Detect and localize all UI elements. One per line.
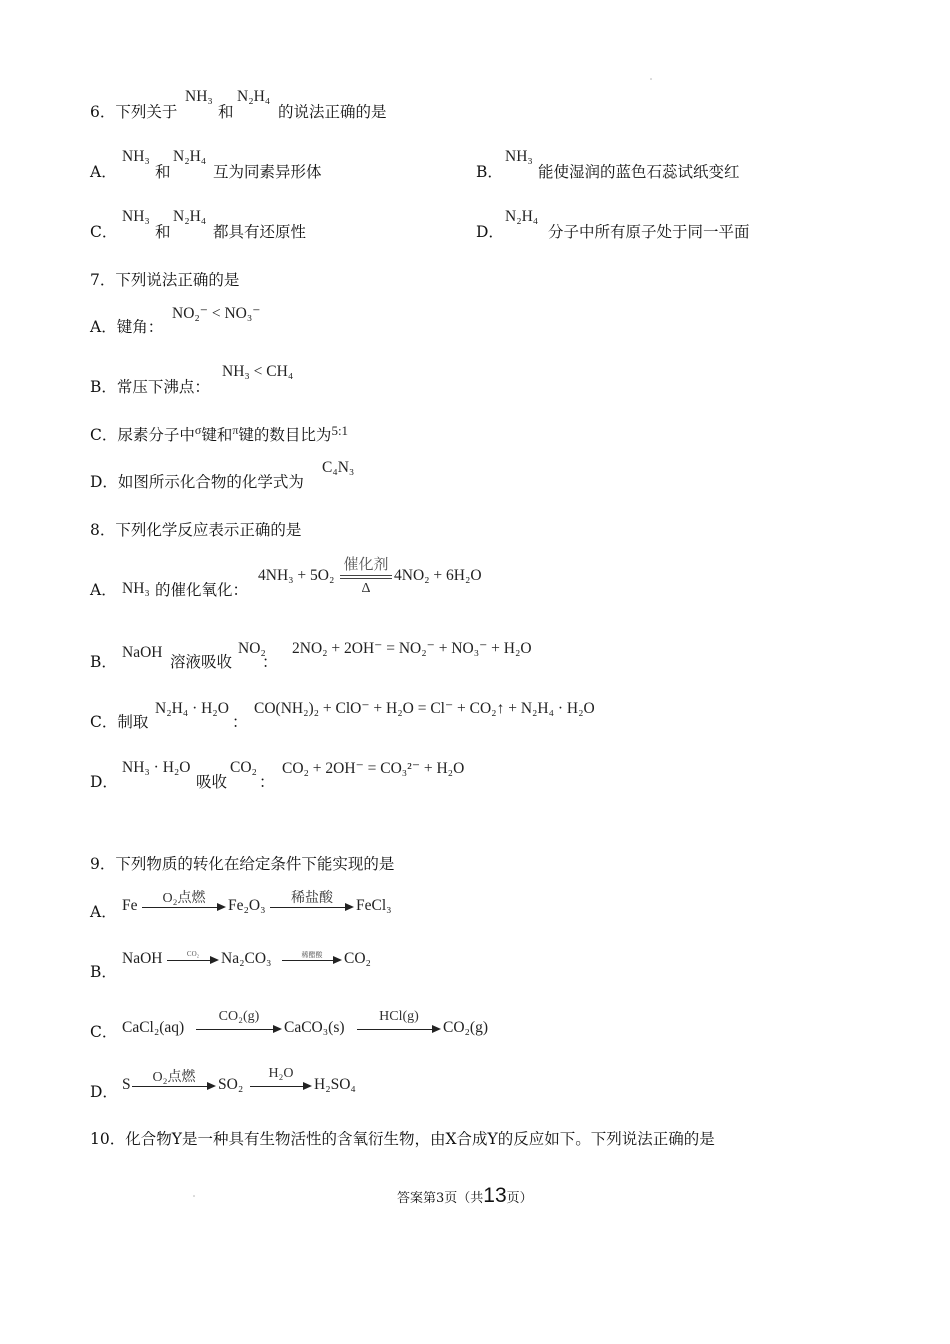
q10-stem: 10．化合物Y是一种具有生物活性的含氧衍生物，由X合成Y的反应如下。下列说法正确的是 [90, 1130, 715, 1148]
q9-a-s2: Fe₂O₃ [228, 897, 266, 914]
q8-c-colon: ： [232, 713, 248, 731]
q6-d-text: 分子中所有原子处于同一平面 [548, 223, 750, 241]
q7-c: C．尿素分子中$^\sigma$键和$^\pi$键的数目比为$^{5:1}$ [90, 423, 349, 444]
q6-a-nh3: NH₃ [122, 148, 150, 165]
q7-d-formula: C₄N₃ [322, 459, 355, 476]
q9-b-s3: CO₂ [344, 950, 371, 967]
q6-d-n2h4: N₂H₄ [505, 208, 539, 225]
q8-c-label: C．制取 [90, 713, 149, 731]
q8-a-label: A． [90, 581, 117, 599]
q9-b-s1: NaOH [122, 950, 163, 967]
q8-d-ammonia: NH₃ · H₂O [122, 759, 191, 776]
q8-a-text: 的催化氧化： [155, 581, 249, 599]
q8-d-equation: CO₂ + 2OH⁻ = CO₃²⁻ + H₂O [282, 760, 465, 777]
stray-dot: ˙ [649, 78, 653, 87]
q9-d-s1: S [122, 1076, 131, 1093]
q8-d-label: D． [90, 773, 118, 791]
q7-stem: 7．下列说法正确的是 [90, 271, 240, 289]
q7-ratio: 5:1 [331, 423, 349, 438]
heat-symbol: Δ [361, 581, 371, 596]
q6-c-text: 都具有还原性 [213, 223, 307, 241]
q6-a-he: 和 [155, 163, 171, 181]
catalyst-label: 催化剂 [343, 555, 389, 573]
q8-b-label: B． [90, 653, 117, 671]
q8-b-text: 溶液吸收 [170, 653, 233, 671]
q6-formula-nh3: NH₃ [185, 88, 213, 105]
q9-stem: 9．下列物质的转化在给定条件下能实现的是 [90, 855, 395, 873]
q6-stem: 6．下列关于 [90, 103, 178, 121]
q6-b-nh3: NH₃ [505, 148, 533, 165]
q9-a-s3: FeCl₃ [356, 897, 392, 914]
q6-stem-post: 的说法正确的是 [278, 103, 387, 121]
q8-a-nh3: NH₃ [122, 580, 150, 597]
q9-d-s3: H₂SO₄ [314, 1076, 356, 1093]
q6-he: 和 [218, 103, 234, 121]
q8-c-target: N₂H₄ · H₂O [155, 700, 229, 717]
q8-stem: 8．下列化学反应表示正确的是 [90, 521, 302, 539]
q6-c-he: 和 [155, 223, 171, 241]
q9-b-s2: Na₂CO₃ [221, 950, 272, 967]
q6-c-label: C． [90, 223, 118, 241]
q7-a-formula: NO₂⁻ < NO₃⁻ [172, 305, 261, 322]
q9-c-s2: CaCO₃(s) [284, 1019, 345, 1036]
q9-a-s1: Fe [122, 897, 138, 914]
q6-a-n2h4: N₂H₄ [173, 148, 207, 165]
q8-b-colon: ： [262, 653, 278, 671]
q6-a-label: A． [90, 163, 117, 181]
q7-b: B．常压下沸点： [90, 378, 210, 396]
q8-d-gas: CO₂ [230, 759, 257, 776]
pi-symbol: π [232, 423, 239, 437]
q9-a-label: A． [90, 903, 117, 921]
q8-c-equation: CO(NH₂)₂ + ClO⁻ + H₂O = Cl⁻ + CO₂↑ + N₂H₄ · H₂O [254, 700, 595, 717]
q7-b-formula: NH₃ < CH₄ [222, 363, 294, 380]
sigma-symbol: σ [194, 423, 202, 437]
q9-c-s1: CaCl₂(aq) [122, 1019, 185, 1036]
q6-b-text: 能使湿润的蓝色石蕊试纸变红 [538, 163, 740, 181]
q6-b-label: B． [476, 163, 503, 181]
q9-d-label: D． [90, 1083, 118, 1101]
q8-b-naoh: NaOH [122, 644, 163, 661]
q8-a-right: 4NO₂ + 6H₂O [394, 567, 482, 584]
q9-c-s3: CO₂(g) [443, 1019, 489, 1036]
stray-dot: ˙ [192, 1195, 196, 1204]
q7-a: A．键角： [90, 318, 164, 336]
q6-c-nh3: NH₃ [122, 208, 150, 225]
page-footer: 答案第3页（共13页） [397, 1184, 533, 1207]
q9-d-s2: SO₂ [218, 1076, 244, 1093]
q6-formula-n2h4: N₂H₄ [237, 88, 271, 105]
q8-b-equation: 2NO₂ + 2OH⁻ = NO₂⁻ + NO₃⁻ + H₂O [292, 640, 532, 657]
total-pages: 13 [483, 1184, 507, 1207]
q6-c-n2h4: N₂H₄ [173, 208, 207, 225]
q9-b-label: B． [90, 963, 117, 981]
q8-b-gas: NO₂ [238, 640, 266, 657]
q6-d-label: D． [476, 223, 504, 241]
q7-d: D．如图所示化合物的化学式为 [90, 473, 304, 491]
q9-c-label: C． [90, 1023, 118, 1041]
q6-a-text: 互为同素异形体 [213, 163, 322, 181]
q8-d-colon: ： [259, 773, 275, 791]
q8-d-text: 吸收 [196, 773, 228, 791]
q8-a-left: 4NH₃ + 5O₂ [258, 567, 335, 584]
